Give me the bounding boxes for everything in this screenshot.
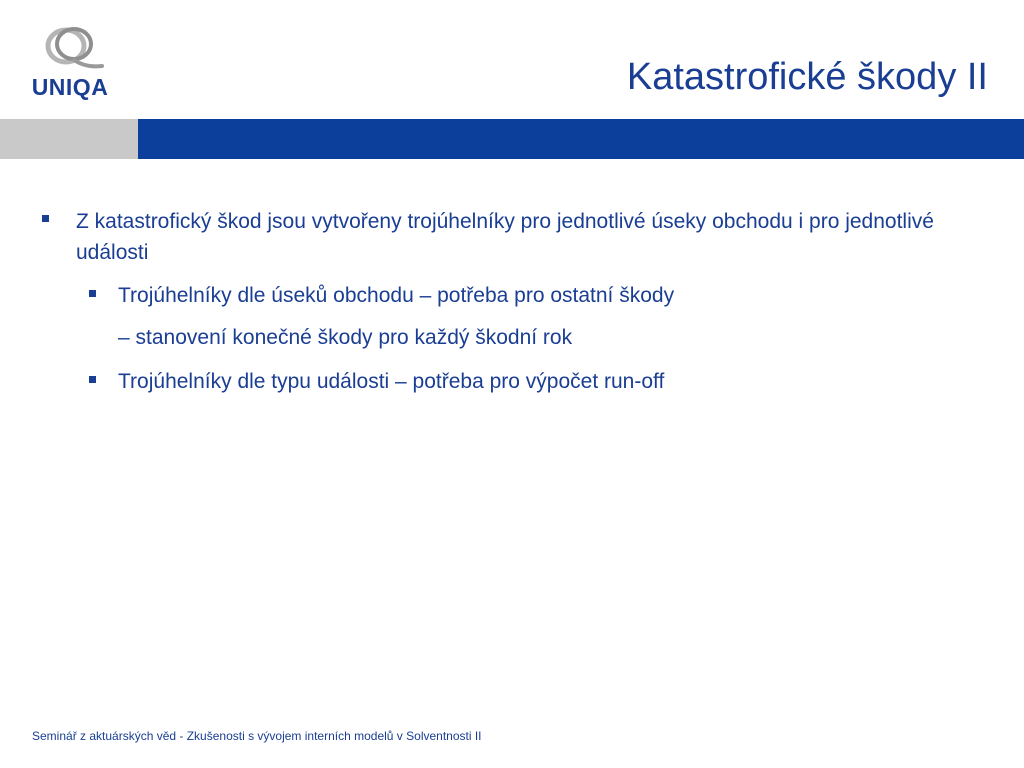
bullet-square-icon xyxy=(89,376,96,383)
header-bar-grey xyxy=(0,119,138,159)
bullet-square-icon xyxy=(42,215,49,222)
uniqa-q-emblem-icon xyxy=(22,22,118,74)
sub-bullet-item-1: Trojúhelníky dle úseků obchodu – potřeba pro ostatní škody xyxy=(118,284,675,307)
bullet-item-1: Z katastrofický škod jsou vytvořeny trojúhelníky pro jednotlivé úseky obchodu i pro jednotlivé události xyxy=(76,210,934,264)
sub-bullet-item-1-continuation: – stanovení konečné škody pro každý škodní rok xyxy=(118,326,573,349)
header-bar-blue xyxy=(138,119,1024,159)
footer-text: Seminář z aktuárských věd - Zkušenosti s vývojem interních modelů v Solventnosti II xyxy=(32,729,482,743)
page-title: Katastrofické škody II xyxy=(626,56,988,98)
uniqa-logo xyxy=(22,22,118,100)
sub-bullet-item-2: Trojúhelníky dle typu události – potřeba pro výpočet run-off xyxy=(118,370,665,393)
logo-wordmark: UNIQA xyxy=(31,74,109,100)
bullet-square-icon xyxy=(89,290,96,297)
